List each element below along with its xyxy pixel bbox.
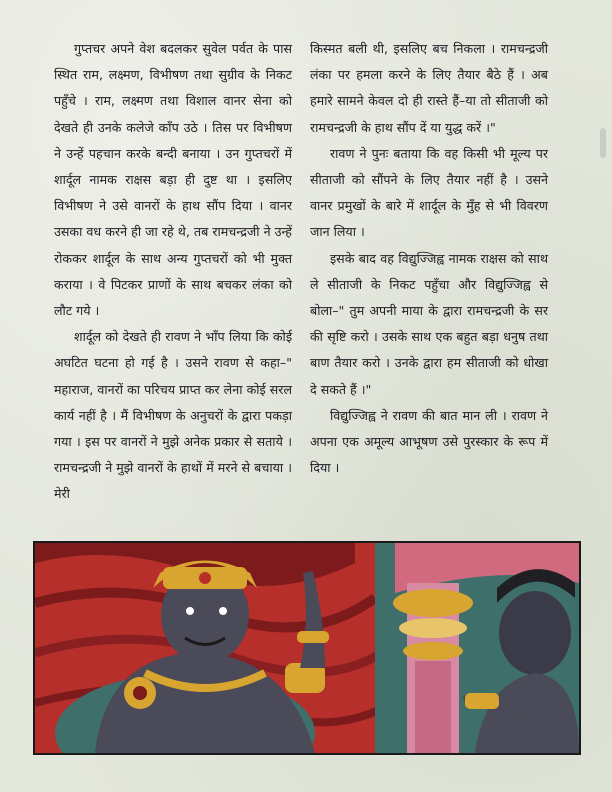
paragraph: गुप्तचर अपने वेश बदलकर सुवेल पर्वत के पास स्थित राम, लक्ष्मण, विभीषण तथा सुग्रीव के निकट पहुँचे । राम, लक्ष्मण तथा विशाल वानर सेना को देखते ही उनके कलेजे काँप उठे । तिस पर विभीषण ने उन्हें पहचान करके बन्दी बनाया । उन गुप्तचरों में शार्दूल नामक राक्षस बड़ा ही दुष्ट था । इसलिए विभीषण ने उसे वानरों के हाथ सौंप दिया । वानर उसका वध करने ही जा रहे थे, तब रामचन्द्रजी ने उन्हें रोककर शार्दूल के साथ अन्य गुप्तचरों को भी मुक्त कराया । वे पिटकर प्राणों के साथ बचकर लंका को लौट गये । xyxy=(54,41,292,319)
story-illustration xyxy=(33,541,581,755)
page-edge-mark xyxy=(600,128,606,158)
paragraph: शार्दूल को देखते ही रावण ने भाँप लिया कि कोई अघटित घटना हो गई है । उसने रावण से कहा–" महाराज, वानरों का परिचय प्राप्त कर लेना कोई सरल कार्य नहीं है । मैं विभीषण के अनुचरों के द्वारा पकड़ा गया । इस पर वानरों ने मुझे अनेक प्रकार से सताये । रामचन्द्रजी ने मुझे वानरों के हाथों में मरने से बचाया । मेरी xyxy=(54,329,292,502)
left-text-column xyxy=(54,36,292,508)
paragraph: रावण ने पुनः बताया कि वह किसी भी मूल्य पर सीताजी को सौंपने के लिए तैयार नहीं है । उसने वानर प्रमुखों के बारे में शार्दूल के मुँह से भी विवरण जान लिया । xyxy=(310,145,548,240)
right-text-column xyxy=(310,36,548,481)
ravana-and-vidyujjihva-scene xyxy=(35,543,579,753)
paragraph: विद्युज्जिह्व ने रावण की बात मान ली । रावण ने अपना एक अमूल्य आभूषण उसे पुरस्कार के रूप में दिया । xyxy=(310,407,548,476)
paragraph: इसके बाद वह विद्युज्जिह्व नामक राक्षस को साथ ले सीताजी के निकट पहुँचा और विद्युज्जिह्व से बोला–" तुम अपनी माया के द्वारा रामचन्द्रजी के सर की सृष्टि करो । उसके साथ एक बहुत बड़ा धनुष तथा बाण तैयार करो । उनके द्वारा हम सीताजी को धोखा दे सकते हैं ।" xyxy=(310,250,548,397)
paragraph: किस्मत बली थी, इसलिए बच निकला । रामचन्द्रजी लंका पर हमला करने के लिए तैयार बैठे हैं । अब हमारे सामने केवल दो ही रास्ते हैं–या तो सीताजी को रामचन्द्रजी के हाथ सौंप दें या युद्ध करें ।" xyxy=(310,41,548,135)
